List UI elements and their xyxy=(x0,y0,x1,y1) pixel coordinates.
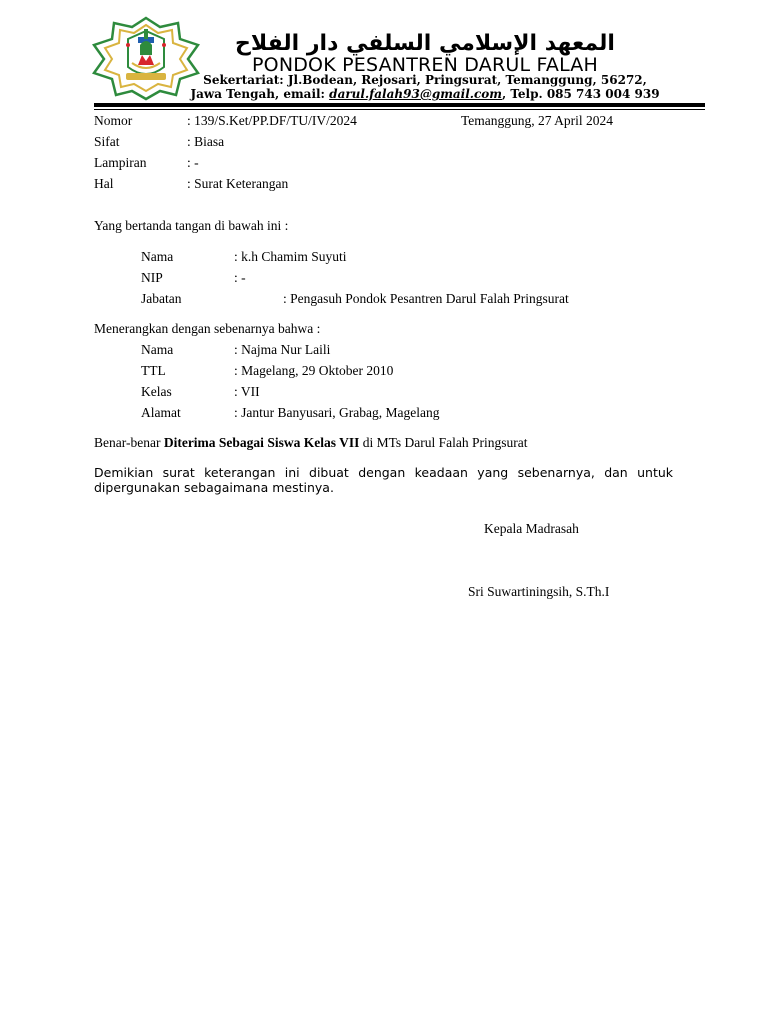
letterhead-rule-thick xyxy=(94,103,705,107)
student-ttl-value: : Magelang, 29 Oktober 2010 xyxy=(234,363,394,378)
address-line-1: Sekertariat: Jl.Bodean, Rejosari, Pringsurat, Temanggung, 56272, xyxy=(203,73,647,87)
intro-text: Yang bertanda tangan di bawah ini : xyxy=(94,218,289,233)
student-alamat-value: : Jantur Banyusari, Grabag, Magelang xyxy=(234,405,440,420)
institution-arabic-name: المعهد الإسلامي السلفي دار الفلاح xyxy=(235,31,615,56)
hal-value: : Surat Keterangan xyxy=(187,176,289,191)
letterhead-rule-thin xyxy=(94,109,705,110)
acceptance-statement xyxy=(94,434,528,451)
sifat-label: Sifat xyxy=(94,134,120,149)
statement-bold: Diterima Sebagai Siswa Kelas VII xyxy=(163,435,360,450)
closing-paragraph: Demikian surat keterangan ini dibuat dengan keadaan yang sebenarnya, dan untuk dipergunakan sebagaimana mestinya. xyxy=(94,465,673,495)
signature-title: Kepala Madrasah xyxy=(484,521,579,536)
lampiran-value: : - xyxy=(187,155,199,170)
institution-logo xyxy=(88,15,204,101)
statement-prefix: Benar-benar xyxy=(94,435,164,450)
signature-name: Sri Suwartiningsih, S.Th.I xyxy=(468,584,610,599)
email-link[interactable]: darul.falah93@gmail.com xyxy=(329,87,502,101)
signatory-nip-value: : - xyxy=(234,270,246,285)
statement-suffix: di MTs Darul Falah Pringsurat xyxy=(359,435,528,450)
address-prefix: Jawa Tengah, email: xyxy=(190,87,330,101)
nomor-value: : 139/S.Ket/PP.DF/TU/IV/2024 xyxy=(187,113,357,128)
nomor-label: Nomor xyxy=(94,113,133,128)
address-line-2 xyxy=(190,87,660,102)
sifat-value: : Biasa xyxy=(187,134,225,149)
signatory-jabatan-label: Jabatan xyxy=(141,291,182,306)
signatory-nama-value: : k.h Chamim Suyuti xyxy=(234,249,347,264)
student-alamat-label: Alamat xyxy=(141,405,181,420)
student-nama-value: : Najma Nur Laili xyxy=(234,342,331,357)
student-kelas-label: Kelas xyxy=(141,384,172,399)
student-nama-label: Nama xyxy=(141,342,174,357)
signatory-nip-label: NIP xyxy=(141,270,163,285)
institution-name: PONDOK PESANTREN DARUL FALAH xyxy=(252,54,598,76)
student-kelas-value: : VII xyxy=(234,384,260,399)
phone-text: , Telp. 085 743 004 939 xyxy=(501,87,660,101)
signatory-jabatan-value: : Pengasuh Pondok Pesantren Darul Falah Pringsurat xyxy=(283,291,569,306)
lampiran-label: Lampiran xyxy=(94,155,147,170)
hal-label: Hal xyxy=(94,176,114,191)
declare-text: Menerangkan dengan sebenarnya bahwa : xyxy=(94,321,321,336)
signatory-nama-label: Nama xyxy=(141,249,174,264)
student-ttl-label: TTL xyxy=(141,363,166,378)
place-date: Temanggung, 27 April 2024 xyxy=(461,113,614,128)
